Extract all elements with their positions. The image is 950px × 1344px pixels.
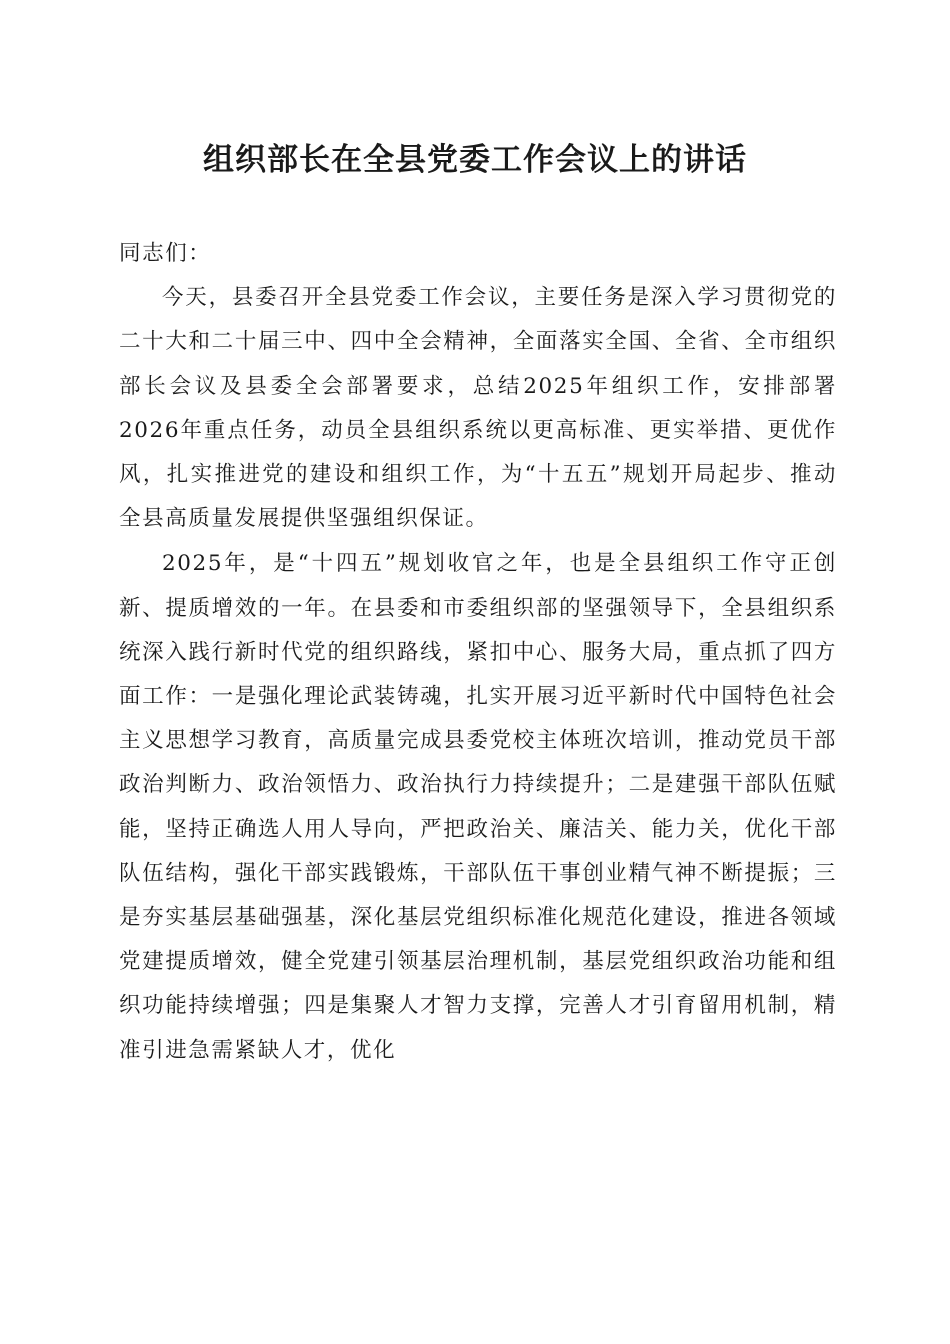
paragraph-opening: 今天，县委召开全县党委工作会议，主要任务是深入学习贯彻党的二十大和二十届三中、四中全会精神，全面落实全国、全省、全市组织部长会议及县委全会部署要求，总结2025年组织工作，安排部署2026年重点任务，动员全县组织系统以更高标准、更实举措、更优作风，扎实推进党的建设和组织工作，为“十五五”规划开局起步、推动全县高质量发展提供坚强组织保证。 xyxy=(119,285,837,532)
document-title: 组织部长在全县党委工作会议上的讲话 xyxy=(203,142,747,178)
paragraph-review-2025: 2025年，是“十四五”规划收官之年，也是全县组织工作守正创新、提质增效的一年。在县委和市委组织部的坚强领导下，全县组织系统深入践行新时代党的组织路线，紧扣中心、服务大局，重点抓了四方面工作：一是强化理论武装铸魂，扎实开展习近平新时代中国特色社会主义思想学习教育，高质量完成县委党校主体班次培训，推动党员干部政治判断力、政治领悟力、政治执行力持续提升；二是建强干部队伍赋能，坚持正确选人用人导向，严把政治关、廉洁关、能力关，优化干部队伍结构，强化干部实践锻炼，干部队伍干事创业精气神不断提振；三是夯实基层基础强基，深化基层党组织标准化规范化建设，推进各领域党建提质增效，健全党建引领基层治理机制，基层党组织政治功能和组织功能持续增强；四是集聚人才智力支撑，完善人才引育留用机制，精准引进急需紧缺人才，优化 xyxy=(119,551,837,1063)
document-body xyxy=(119,232,837,1074)
salutation: 同志们： xyxy=(119,241,212,266)
